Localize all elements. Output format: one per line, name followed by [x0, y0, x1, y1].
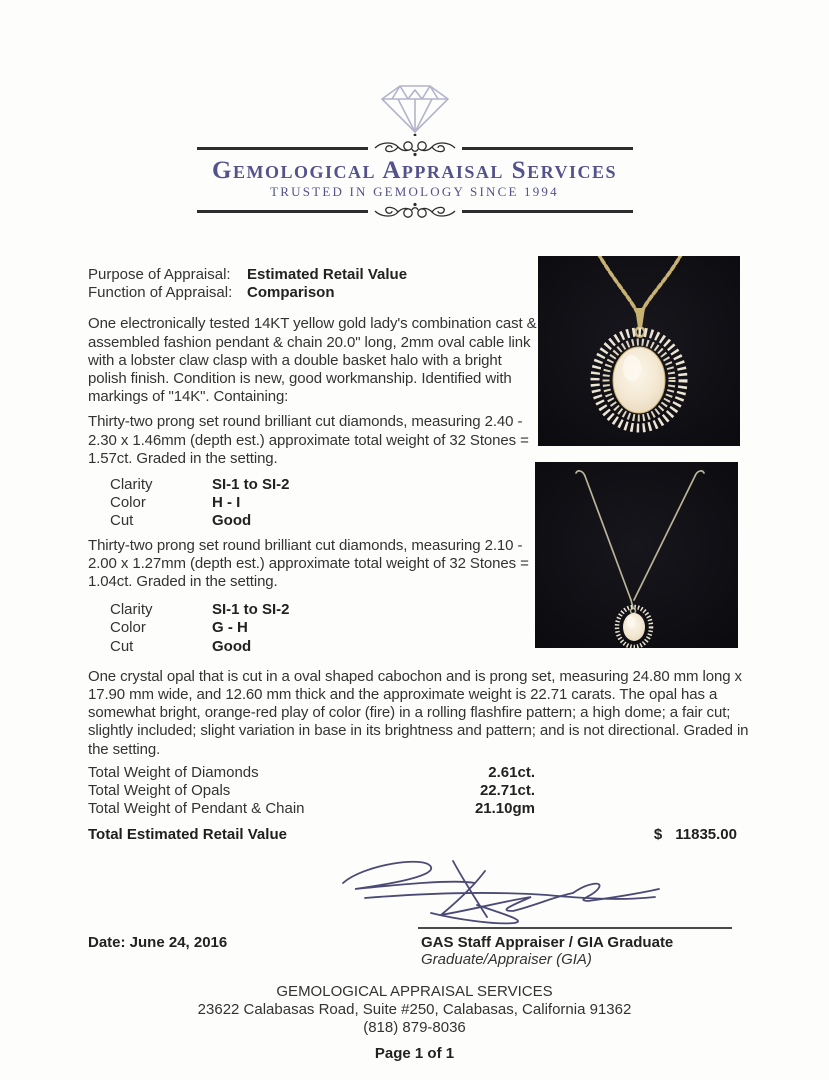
rule-line — [197, 147, 368, 150]
rule-line — [462, 147, 633, 150]
grade-value: Good — [212, 512, 252, 530]
banner-top-rule — [197, 139, 633, 157]
weight-label: Total Weight of Pendant & Chain — [88, 800, 305, 818]
grade-value: SI-1 to SI-2 — [212, 476, 290, 494]
diamond-paragraph-2: Thirty-two prong set round brilliant cut diamonds, measuring 2.10 - 2.00 x 1.27mm (depth est.) approximate total weight of 32 Stones = 1.04ct. Graded in the setting. — [88, 536, 529, 591]
function-label: Function of Appraisal: — [88, 284, 233, 302]
signature-block — [88, 850, 829, 968]
grade-label: Cut — [110, 637, 134, 655]
signature-line — [418, 927, 732, 929]
opal-paragraph: One crystal opal that is cut in a oval shaped cabochon and is prong set, measuring 24.80 mm long x 17.90 mm wide, and 12.60 mm thick and the approximate weight is 22.71 carats. The opal has a somewhat bright, orange-red play of color (fire) in a rolling flashfire pattern; a high dome; a fair cut; slightly included; slight variation in base in its brightness and pattern; and is not directional. Graded in the setting. — [88, 667, 749, 758]
company-tagline: TRUSTED IN GEMOLOGY SINCE 1994 — [270, 184, 559, 199]
grade-label: Color — [110, 619, 146, 637]
grade-label: Clarity — [110, 476, 153, 494]
scroll-ornament-icon — [373, 202, 457, 220]
page-number: Page 1 of 1 — [374, 1044, 455, 1062]
weight-row — [88, 764, 535, 782]
purpose-label: Purpose of Appraisal: — [88, 266, 231, 283]
signer-subtitle: Graduate/Appraiser (GIA) — [421, 950, 592, 968]
document-footer — [0, 983, 829, 1063]
diamond-logo-icon — [374, 82, 456, 136]
weight-label: Total Weight of Opals — [88, 782, 231, 800]
weight-label: Total Weight of Diamonds — [88, 763, 259, 781]
footer-phone: (818) 879-8036 — [363, 1018, 466, 1036]
amount-value: 11835.00 — [675, 826, 737, 844]
grade-value: Good — [212, 637, 252, 655]
weight-row — [88, 782, 535, 800]
grade-value: SI-1 to SI-2 — [212, 601, 290, 619]
necklace-full-photo — [535, 462, 738, 653]
appraiser-signature — [335, 853, 665, 927]
total-label: Total Estimated Retail Value — [88, 826, 287, 844]
footer-address: 23622 Calabasas Road, Suite #250, Calabasas, California 91362 — [197, 1000, 632, 1018]
pendant-closeup-photo — [538, 256, 740, 451]
total-retail-value-row — [88, 826, 737, 844]
function-value: Comparison — [247, 284, 335, 302]
weight-row — [88, 800, 535, 818]
weight-value: 22.71ct. — [479, 782, 535, 800]
grade-label: Color — [110, 494, 146, 512]
total-amount — [654, 826, 737, 844]
letterhead-banner — [197, 139, 633, 220]
scroll-ornament-icon — [373, 139, 457, 157]
company-name: Gemological Appraisal Services — [212, 157, 617, 184]
weight-value: 21.10gm — [474, 800, 535, 818]
purpose-value: Estimated Retail Value — [247, 266, 408, 283]
item-description-paragraph: One electronically tested 14KT yellow gold lady's combination cast & assembled fashion pendant & chain 20.0" long, 2mm oval cable link with a lobster claw clasp with a double basket halo with a bright polish finish. Condition is new, good workmanship. Identified with markings of "14K". Containing: — [88, 315, 537, 406]
grade-label: Clarity — [110, 601, 153, 619]
grade-value: G - H — [212, 619, 248, 637]
currency-symbol: $ — [653, 826, 663, 844]
rule-line — [197, 210, 368, 213]
weight-value: 2.61ct. — [488, 763, 535, 781]
footer-company-name: GEMOLOGICAL APPRAISAL SERVICES — [276, 982, 553, 1000]
signer-title: GAS Staff Appraiser / GIA Graduate — [421, 933, 674, 951]
appraisal-date: Date: June 24, 2016 — [88, 933, 228, 951]
grade-label: Cut — [110, 512, 134, 530]
rule-line — [462, 210, 633, 213]
banner-bottom-rule — [197, 202, 633, 220]
letterhead — [0, 82, 829, 220]
grade-value: H - I — [212, 494, 241, 512]
weights-table — [88, 764, 829, 819]
diamond-paragraph-1: Thirty-two prong set round brilliant cut diamonds, measuring 2.40 - 2.30 x 1.46mm (depth est.) approximate total weight of 32 Stones = 1.57ct. Graded in the setting. — [88, 413, 529, 467]
